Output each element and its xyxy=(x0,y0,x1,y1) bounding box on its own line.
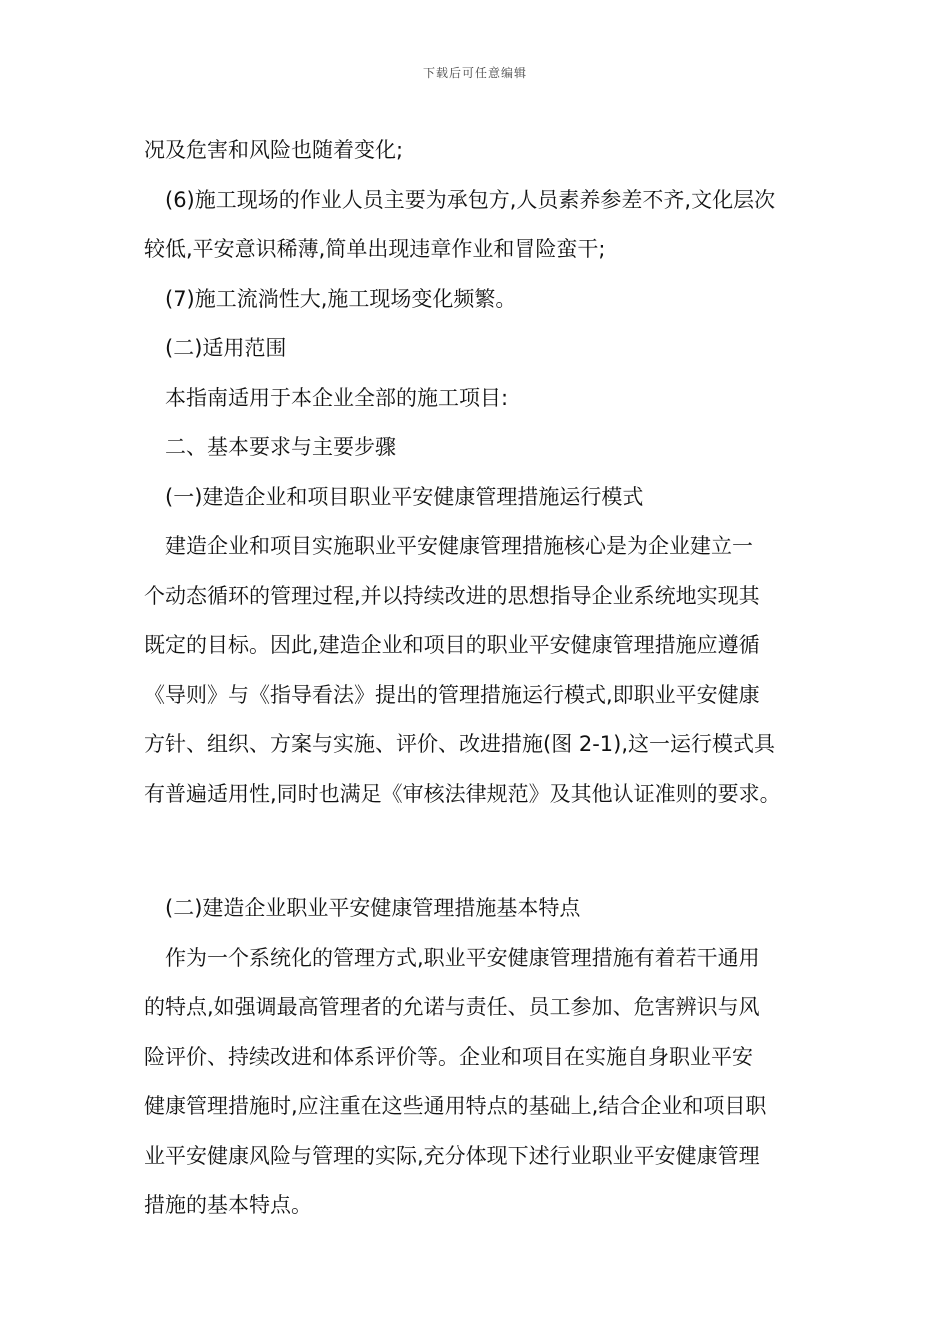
paragraph-line: 的特点,如强调最高管理者的允诺与责任、员工参加、危害辨识与风 xyxy=(144,995,760,1019)
section-heading: 二、基本要求与主要步骤 xyxy=(165,435,396,459)
document-body xyxy=(144,126,824,1231)
section-heading: (二)适用范围 xyxy=(165,336,287,360)
section-heading: (二)建造企业职业平安健康管理措施基本特点 xyxy=(165,896,581,920)
paragraph-line: 有普遍适用性,同时也满足《审核法律规范》及其他认证准则的要求。 xyxy=(144,781,781,806)
paragraph-line: 措施的基本特点。 xyxy=(144,1193,312,1217)
paragraph-line: 既定的目标。因此,建造企业和项目的职业平安健康管理措施应遵循 xyxy=(144,633,760,657)
paragraph-line: 险评价、持续改进和体系评价等。企业和项目在实施自身职业平安 xyxy=(144,1044,753,1069)
paragraph-line: 况及危害和风险也随着变化; xyxy=(144,138,404,162)
section-heading: (一)建造企业和项目职业平安健康管理措施运行模式 xyxy=(165,484,644,509)
paragraph-line: 建造企业和项目实施职业平安健康管理措施核心是为企业建立一 xyxy=(165,534,753,558)
paragraph-line: 业平安健康风险与管理的实际,充分体现下述行业职业平安健康管理 xyxy=(144,1143,760,1168)
paragraph-line: 作为一个系统化的管理方式,职业平安健康管理措施有着若干通用 xyxy=(165,945,760,970)
paragraph-line: (6)施工现场的作业人员主要为承包方,人员素养参差不齐,文化层次 xyxy=(165,187,776,212)
paragraph-line: 健康管理措施时,应注重在这些通用特点的基础上,结合企业和项目职 xyxy=(144,1094,767,1118)
paragraph-spacer xyxy=(144,819,824,884)
paragraph-line: 个动态循环的管理过程,并以持续改进的思想指导企业系统地实现其 xyxy=(144,583,760,608)
paragraph-line: (7)施工流淌性大,施工现场变化频繁。 xyxy=(165,286,517,311)
paragraph-line: 《导则》与《指导看法》提出的管理措施运行模式,即职业平安健康 xyxy=(144,682,760,707)
page-header-note: 下载后可任意编辑 xyxy=(422,66,527,80)
paragraph-line: 本指南适用于本企业全部的施工项目: xyxy=(165,385,509,410)
paragraph-line: 较低,平安意识稀薄,简单出现违章作业和冒险蛮干; xyxy=(144,237,606,261)
paragraph-line: 方针、组织、方案与实施、评价、改进措施(图 2-1),这一运行模式具 xyxy=(144,732,776,756)
